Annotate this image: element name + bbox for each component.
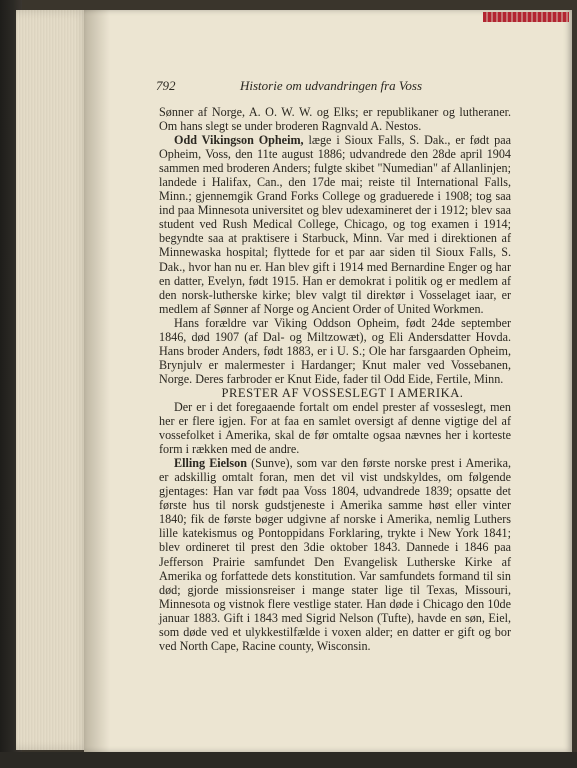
- paragraph: Odd Vikingson Opheim, læge i Sioux Falls, S. Dak., er født paa Opheim, Voss, den 11te august 1886; udvandrede den 28de april 1904 sammen med broderen Anders; fulgte skibet "Numedian" af Allanlinjen; landede i Halifax, Can., den 17de mai; reiste til International Falls, Minn.; gjennemgik Grand Forks College og graduerede i 1908; tog saa ind paa Minnesota universitet og blev udexamineret der i 1912; blev saa student ved Rush Medical College, Chicago, og tog examen i 1914; begyndte saa at praktisere i Starbuck, Minn. Var med i direktionen af Minnewaska hospital; flyttede for et par aar siden til Sioux Falls, S. Dak., hvor han nu er. Han blev gift i 1914 med Bernardine Enger og har en datter, Evelyn, født 1915. Han er demokrat i politik og er medlem af den norsk-lutherske kirke; blev valgt til direktør i Vosselaget iaar, er medlem af Sønner af Norge og Ancient Order of United Workmen.: [159, 133, 511, 316]
- paragraph: Sønner af Norge, A. O. W. W. og Elks; er republikaner og lutheraner. Om hans slegt se under broderen Ragnvald A. Nestos.: [159, 105, 511, 134]
- bookmark-ribbon: [483, 12, 569, 22]
- body-text: [159, 105, 511, 653]
- paragraph: Elling Eielson (Sunve), som var den første norske prest i Amerika, er adskillig omtalt foran, men det vil vist undskyldes, om følgende gjentages: Han var født paa Voss 1804, udvandrede 1839; opsatte det første hus til norsk gudstjeneste i Amerika samme høst eller vinter 1840; fik de første bøger udgivne af norske i Amerika, nemlig Luthers lille katekismus og Pontoppidans Forklaring, trykte i New York 1841; blev ordineret til prest den 3die oktober 1843. Dannede i 1846 paa Jefferson Prairie samfundet Den Evangelisk Lutherske Kirke af Amerika og forfattede dets konstitution. Var samfundets formand til sin død; gjorde missionsreiser i mange stater lige til Texas, Missouri, Minnesota og vistnok flere vestlige stater. Han døde i Chicago den 10de januar 1883. Gift i 1843 med Sigrid Nelson (Tufte), havde en søn, Eiel, som døde ved et ulykkestilfælde i voxen alder; en datter er gift og bor ved North Cape, Racine county, Wisconsin.: [159, 456, 511, 653]
- person-name: Odd Vikingson Opheim,: [174, 133, 304, 148]
- section-heading: PRESTER AF VOSSESLEGT I AMERIKA.: [221, 385, 464, 400]
- page-number: 792: [156, 78, 176, 93]
- paragraph: Der er i det foregaaende fortalt om endel prester af vosseslegt, men her er flere igjen. For at faa en samlet oversigt af denne vigtige del af vossefolket i Amerika, skal de før omtalte ogsaa nævnes her i korteste form i rækken med de andre.: [159, 399, 511, 457]
- page-header: [156, 78, 510, 96]
- paragraph: Hans forældre var Viking Oddson Opheim, født 24de september 1846, død 1907 (af Dal- og Miltzowæt), og Eli Andersdatter Hovda. Hans broder Anders, født 1883, er i U. S.; Ole har farsgaarden Opheim, Brynjulv er malermester i Hardanger; Knut maler ved Vossebanen, Norge. Deres farbroder er Knut Eide, fader til Odd Eide, Fertile, Minn.: [159, 315, 511, 386]
- background-table: [0, 752, 577, 768]
- person-name: Elling Eielson: [174, 456, 247, 471]
- gutter-shadow: [84, 10, 110, 752]
- running-head: Historie om udvandringen fra Voss: [240, 78, 422, 93]
- page-edges: [16, 10, 90, 750]
